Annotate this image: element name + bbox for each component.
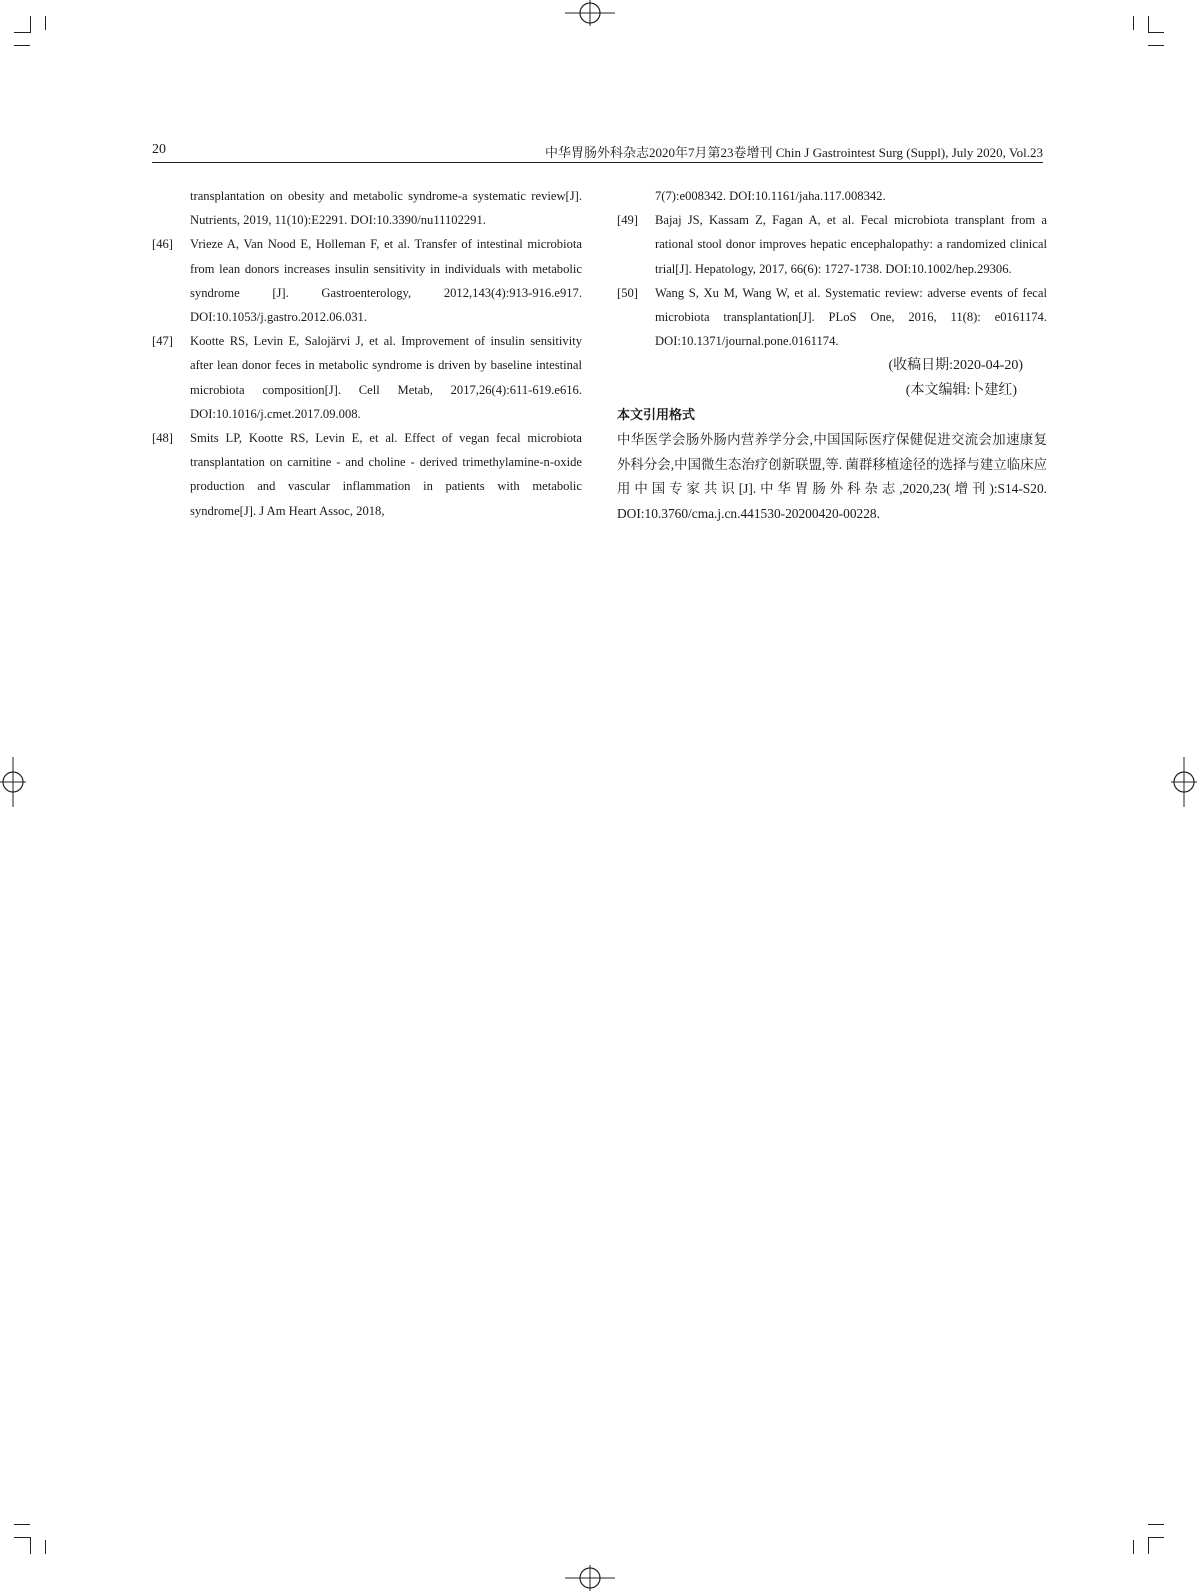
reference-continuation: transplantation on obesity and metabolic syndrome-a systematic review[J]. Nutrients, 2019, 11(10):E2291. DOI:10.3390/nu11102291.: [190, 189, 582, 228]
crop-mark: [1133, 16, 1134, 30]
registration-mark-bottom: [565, 1565, 615, 1591]
reference-text: Bajaj JS, Kassam Z, Fagan A, et al. Fecal microbiota transplant from a rational stool donor improves hepatic encephalopathy: a randomized clinical trial[J]. Hepatology, 2017, 66(6): 1727-1738. DOI:10.1002/hep.29306.: [655, 213, 1047, 276]
reference-number: [50]: [617, 285, 638, 300]
reference-text: Wang S, Xu M, Wang W, et al. Systematic review: adverse events of fecal microbiota transplantation[J]. PLoS One, 2016, 11(8): e0161174. DOI:10.1371/journal.pone.0161174.: [655, 285, 1047, 349]
crop-mark: [14, 45, 30, 46]
reference-number: [49]: [617, 213, 638, 228]
running-head: 中华胃肠外科杂志2020年7月第23卷增刊 Chin J Gastrointest Surg (Suppl), July 2020, Vol.23: [545, 145, 1043, 160]
registration-mark-top: [565, 0, 615, 26]
reference-number: [46]: [152, 237, 173, 252]
reference-number: [48]: [152, 431, 173, 446]
reference-item: [617, 281, 1047, 354]
crop-mark: [14, 1524, 30, 1525]
right-column: [617, 184, 1047, 526]
crop-mark: [14, 32, 30, 33]
page-number: 20: [152, 142, 166, 157]
reference-item: [617, 208, 1047, 281]
crop-mark: [45, 16, 46, 30]
crop-mark: [1148, 1524, 1164, 1525]
reference-item: [152, 232, 582, 329]
reference-text: Smits LP, Kootte RS, Levin E, et al. Effect of vegan fecal microbiota transplantation on carnitine - and choline - derived trimethylamine-n-oxide production and vascular inflammation in patients with metabolic syndrome[J]. J Am Heart Assoc, 2018,: [190, 431, 582, 518]
crop-mark: [1133, 1540, 1134, 1554]
reference-item: [152, 329, 582, 426]
crop-mark: [1148, 32, 1164, 33]
reference-text: Vrieze A, Van Nood E, Holleman F, et al. Transfer of intestinal microbiota from lean donors increases insulin sensitivity in individuals with metabolic syndrome [J]. Gastroenterology, 2012,143(4):913-916.e917. DOI:10.1053/j.gastro.2012.06.031.: [190, 237, 582, 325]
citation-heading: 本文引用格式: [617, 408, 696, 424]
editor-credit: (本文编辑:卜建红): [905, 383, 1017, 399]
crop-mark: [1148, 1537, 1164, 1538]
crop-mark: [14, 1537, 30, 1538]
crop-mark: [1148, 16, 1149, 33]
crop-mark: [1148, 45, 1164, 46]
reference-number: [47]: [152, 334, 173, 349]
received-date: (收稿日期:2020-04-20): [888, 358, 1023, 374]
registration-mark-right: [1171, 757, 1197, 807]
page-header: [152, 140, 1043, 163]
reference-item: [152, 426, 582, 523]
registration-mark-left: [0, 757, 26, 807]
reference-text: Kootte RS, Levin E, Salojärvi J, et al. Improvement of insulin sensitivity after lean donor feces in metabolic syndrome is driven by baseline intestinal microbiota composition[J]. Cell Metab, 2017,26(4):611-619.e616. DOI:10.1016/j.cmet.2017.09.008.: [190, 334, 582, 421]
crop-mark: [30, 16, 31, 33]
crop-mark: [30, 1537, 31, 1554]
left-column: [152, 184, 582, 523]
reference-continuation: 7(7):e008342. DOI:10.1161/jaha.117.008342.: [655, 189, 886, 203]
crop-mark: [45, 1540, 46, 1554]
crop-mark: [1148, 1537, 1149, 1554]
citation-text: 中华医学会肠外肠内营养学分会,中国国际医疗保健促进交流会加速康复外科分会,中国微生态治疗创新联盟,等. 菌群移植途径的选择与建立临床应用中国专家共识[J].中华胃肠外科杂志,2020,23(增刊):S14-S20. DOI:10.3760/cma.j.cn.441530-20200420-00228.: [617, 432, 1047, 521]
